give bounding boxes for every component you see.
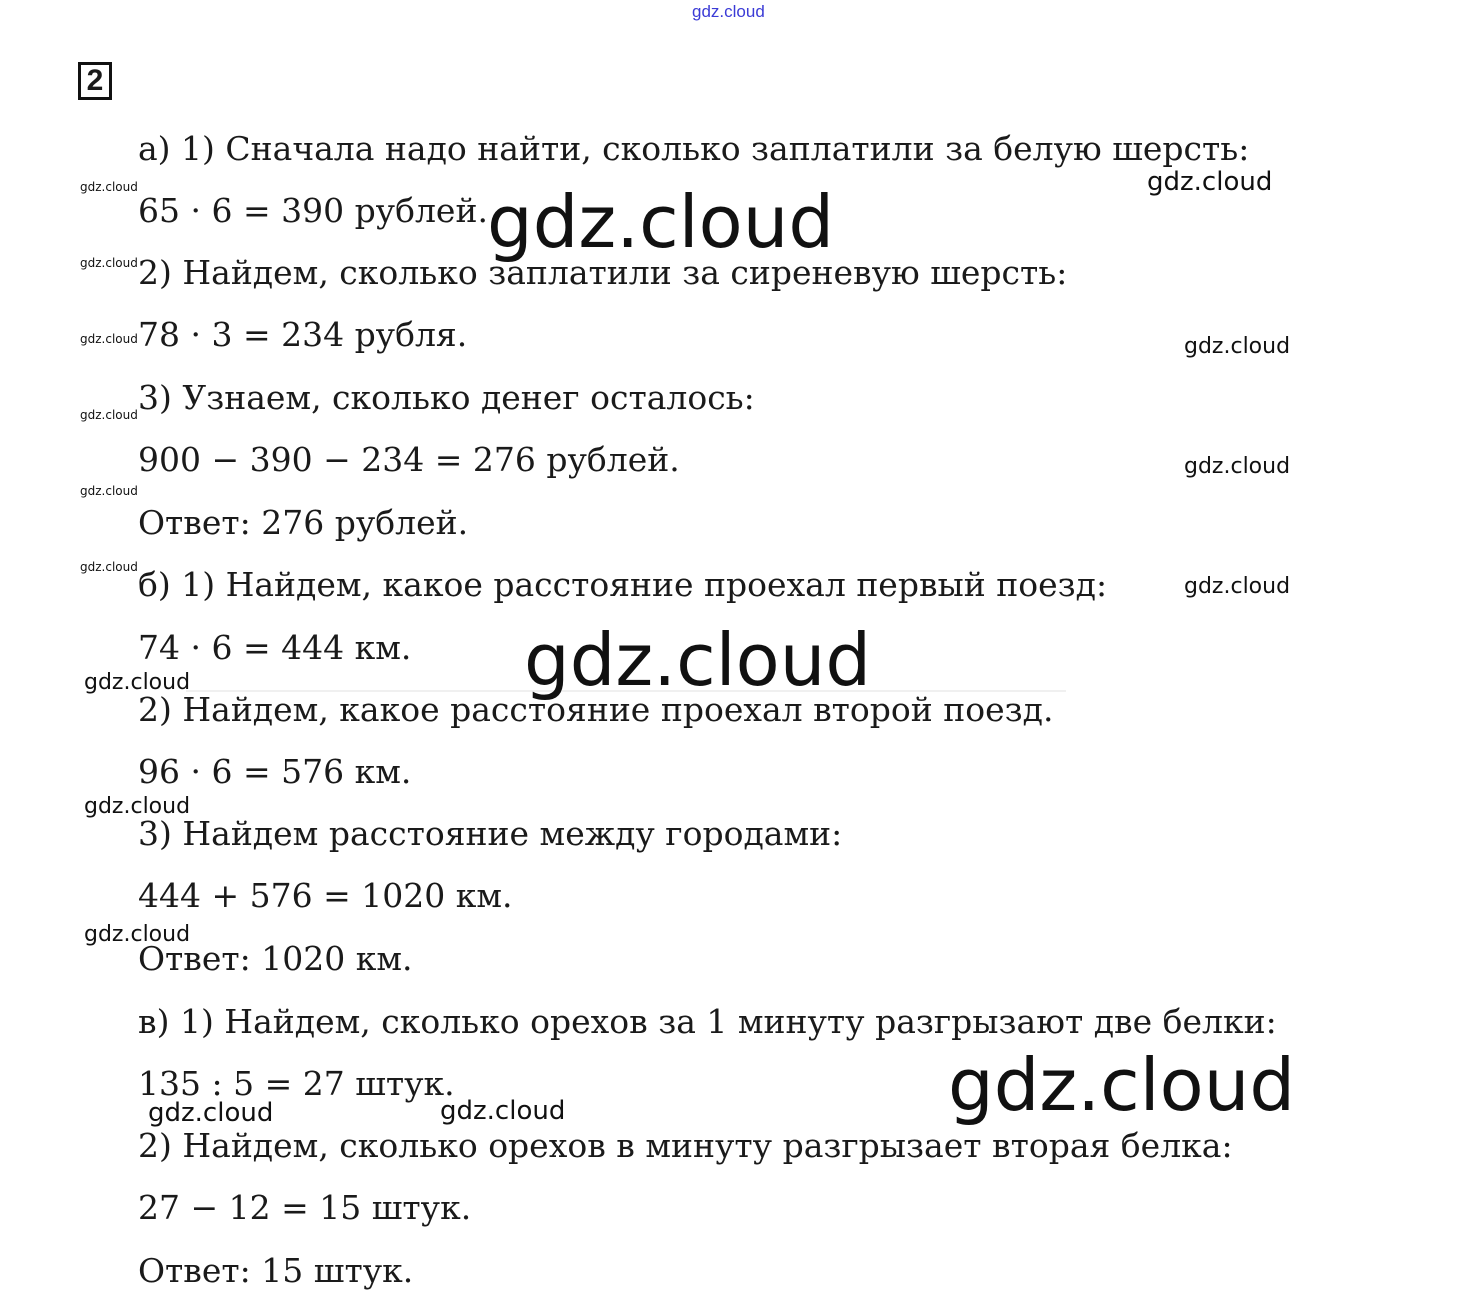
watermark: gdz.cloud <box>440 1096 566 1126</box>
line-a-step2: 2) Найдем, сколько заплатили за сиреневую шерсть: <box>138 253 1068 292</box>
task-number: 2 <box>86 64 104 97</box>
watermark: gdz.cloud <box>80 484 138 498</box>
line-b-answer: Ответ: 1020 км. <box>138 939 413 978</box>
line-a-calc1: 65 · 6 = 390 рублей. <box>138 191 488 230</box>
line-a-step3: 3) Узнаем, сколько денег осталось: <box>138 378 755 417</box>
watermark: gdz.cloud <box>80 560 138 574</box>
watermark-large: gdz.cloud <box>487 180 835 264</box>
line-b-calc2: 96 · 6 = 576 км. <box>138 752 412 791</box>
line-a-step1: а) 1) Сначала надо найти, сколько заплатили за белую шерсть: <box>138 129 1250 168</box>
line-b-calc1: 74 · 6 = 444 км. <box>138 628 412 667</box>
line-c-calc2: 27 − 12 = 15 штук. <box>138 1188 472 1227</box>
line-c-step1: в) 1) Найдем, сколько орехов за 1 минуту разгрызают две белки: <box>138 1002 1277 1041</box>
line-c-step2: 2) Найдем, сколько орехов в минуту разгрызает вторая белка: <box>138 1126 1233 1165</box>
line-b-step3: 3) Найдем расстояние между городами: <box>138 814 843 853</box>
line-a-calc2: 78 · 3 = 234 рубля. <box>138 315 468 354</box>
line-a-calc3: 900 − 390 − 234 = 276 рублей. <box>138 440 680 479</box>
watermark: gdz.cloud <box>80 408 138 422</box>
watermark: gdz.cloud <box>1184 574 1291 599</box>
line-c-answer: Ответ: 15 штук. <box>138 1251 414 1290</box>
watermark: gdz.cloud <box>84 794 191 819</box>
watermark: gdz.cloud <box>1147 167 1273 197</box>
line-c-calc1: 135 : 5 = 27 штук. <box>138 1064 455 1103</box>
line-b-step2: 2) Найдем, какое расстояние проехал второй поезд. <box>138 690 1054 729</box>
watermark: gdz.cloud <box>84 922 191 947</box>
watermark: gdz.cloud <box>80 332 138 346</box>
watermark: gdz.cloud <box>84 670 191 695</box>
watermark: gdz.cloud <box>80 256 138 270</box>
watermark: gdz.cloud <box>148 1098 274 1128</box>
header-site-mark: gdz.cloud <box>692 2 765 21</box>
watermark: gdz.cloud <box>80 180 138 194</box>
watermark: gdz.cloud <box>1184 454 1291 479</box>
watermark-large: gdz.cloud <box>524 618 872 702</box>
line-b-calc3: 444 + 576 = 1020 км. <box>138 876 513 915</box>
task-number-box <box>78 62 112 100</box>
watermark-large: gdz.cloud <box>948 1043 1296 1127</box>
line-a-answer: Ответ: 276 рублей. <box>138 503 469 542</box>
watermark: gdz.cloud <box>1184 334 1291 359</box>
line-b-step1: б) 1) Найдем, какое расстояние проехал первый поезд: <box>138 565 1108 604</box>
